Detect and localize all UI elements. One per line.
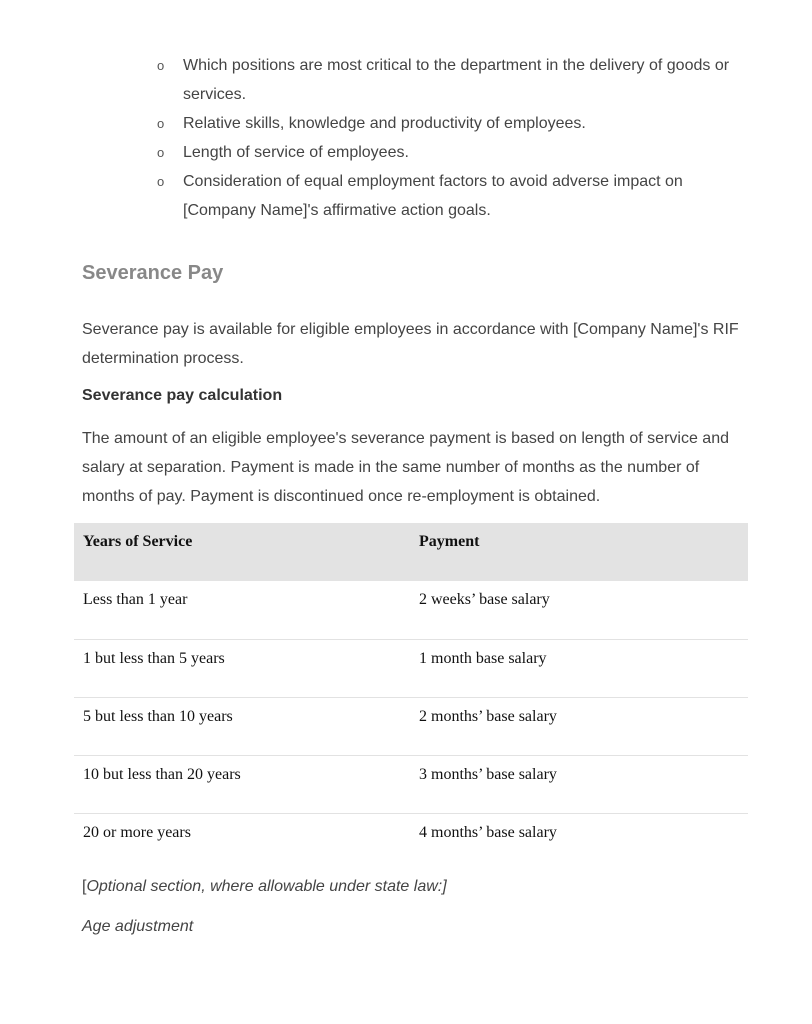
list-item-text: Relative skills, knowledge and productivity of employees. bbox=[183, 115, 586, 132]
age-adjustment-heading: Age adjustment bbox=[82, 918, 194, 935]
severance-calculation-paragraph: The amount of an eligible employee's severance payment is based on length of service and salary at separation. Payment is made in the same number of months as the number of months of pay. Payment is discontinued once re-employment is obtained. bbox=[82, 430, 729, 505]
payment-header: Payment bbox=[410, 523, 748, 581]
payment-cell: 4 months’ base salary bbox=[419, 823, 557, 841]
list-item bbox=[155, 167, 755, 225]
list-item bbox=[155, 138, 755, 167]
hollow-bullet-icon: o bbox=[157, 116, 165, 131]
optional-section-note bbox=[82, 878, 447, 896]
years-of-service-cell: 1 but less than 5 years bbox=[74, 639, 410, 697]
list-item bbox=[155, 109, 755, 138]
payment-cell: 2 months’ base salary bbox=[410, 697, 748, 755]
years-of-service-cell: 5 but less than 10 years bbox=[74, 697, 410, 755]
payment-cell: 3 months’ base salary bbox=[410, 755, 748, 813]
table-header-row bbox=[74, 523, 748, 581]
table-row bbox=[74, 813, 748, 871]
optional-open-bracket: [ bbox=[82, 878, 87, 895]
years-of-service-header: Years of Service bbox=[74, 523, 410, 581]
severance-intro-paragraph: Severance pay is available for eligible employees in accordance with [Company Name]'s RIF determination process. bbox=[82, 321, 739, 367]
optional-section-text: Optional section, where allowable under state law:] bbox=[86, 878, 447, 895]
payment-cell: 1 month base salary bbox=[410, 639, 748, 697]
hollow-bullet-icon: o bbox=[157, 174, 165, 189]
table-row bbox=[74, 639, 748, 697]
years-of-service-cell: Less than 1 year bbox=[74, 581, 410, 639]
severance-pay-heading: Severance Pay bbox=[82, 262, 224, 284]
criteria-bullet-list bbox=[155, 51, 755, 225]
severance-calculation-heading: Severance pay calculation bbox=[82, 387, 283, 404]
list-item-text: Length of service of employees. bbox=[183, 144, 409, 161]
years-of-service-cell: 10 but less than 20 years bbox=[74, 755, 410, 813]
hollow-bullet-icon: o bbox=[157, 145, 165, 160]
years-of-service-cell: 20 or more years bbox=[83, 823, 191, 841]
table-row bbox=[74, 697, 748, 755]
severance-table bbox=[74, 523, 748, 871]
list-item-text: Consideration of equal employment factors to avoid adverse impact on [Company Name]'s affirmative action goals. bbox=[183, 173, 683, 219]
hollow-bullet-icon: o bbox=[157, 58, 165, 73]
list-item bbox=[155, 51, 755, 109]
table-row bbox=[74, 755, 748, 813]
list-item-text: Which positions are most critical to the department in the delivery of goods or services. bbox=[183, 57, 730, 103]
payment-cell: 2 weeks’ base salary bbox=[410, 581, 748, 639]
table-row bbox=[74, 581, 748, 639]
